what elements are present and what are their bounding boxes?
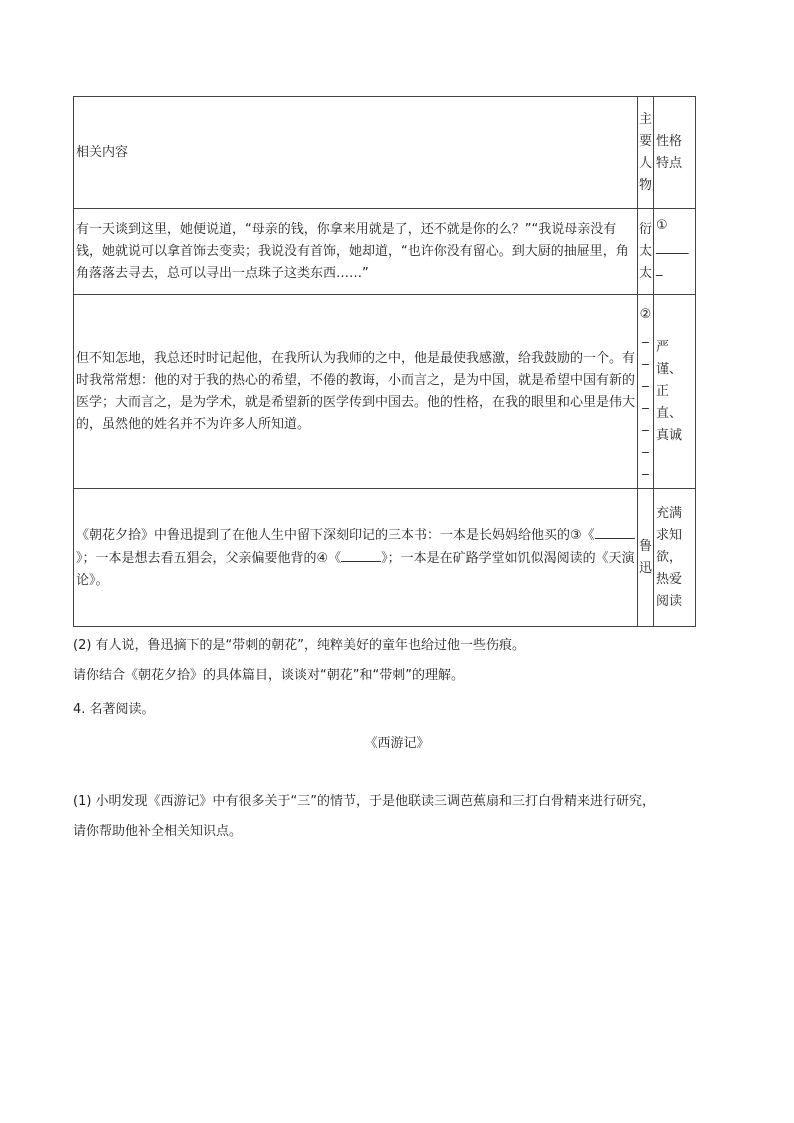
header-content-label: 相关内容	[76, 144, 129, 160]
header-content-cell	[74, 97, 638, 209]
question-2-line-1: (2) 有人说，鲁迅摘下的是“带刺的朝花”，纯粹美好的童年也给过他一些伤痕。	[73, 638, 526, 653]
row3-content-text-b: 》；一本是想去看五猖会，父亲偏要他背的④《	[76, 550, 342, 566]
row2-trait-cell	[654, 295, 696, 489]
row2-content-cell	[74, 295, 638, 489]
row1-trait-blank: _____	[656, 240, 689, 255]
row2-person-blank: _	[642, 460, 649, 476]
table-row	[74, 209, 696, 295]
book-blank-4[interactable]	[341, 547, 381, 562]
header-trait-cell	[654, 97, 696, 209]
row2-person-blank: _	[642, 416, 649, 432]
row1-person-text: 衍太太	[639, 221, 653, 281]
row1-trait-number: ①	[656, 218, 668, 233]
question-4-sub1-line-1: (1) 小明发现《西游记》中有很多关于“三”的情节，于是他联读三调芭蕉扇和三打白骨精来进行研究，	[73, 794, 656, 809]
row2-person-number: ②	[639, 306, 652, 322]
question-4-sub1-line-2: 请你帮助他补全相关知识点。	[73, 824, 243, 839]
row2-trait-text: 严谨、正直、真诚	[656, 339, 683, 443]
question-2-line-2: 请你结合《朝花夕拾》的具体篇目，谈谈对“朝花”和“带刺”的理解。	[73, 668, 464, 683]
header-trait-label: 性格特点	[656, 133, 683, 171]
row3-content-text-c: 》；一本是在矿路学堂如饥似渴阅读的《天演论》。	[76, 550, 635, 588]
table-header-row	[74, 97, 696, 209]
row3-trait-cell	[654, 489, 696, 627]
table-row	[74, 295, 696, 489]
row1-content-cell	[74, 209, 638, 295]
row1-trait-cell	[654, 209, 696, 295]
reading-table	[73, 96, 696, 627]
row2-person-blank: _	[642, 372, 649, 388]
row1-content-text: 有一天谈到这里，她便说道，“母亲的钱，你拿来用就是了，还不就是你的么？”“我说母亲没有钱，她就说可以拿首饰去变卖；我说没有首饰，她却道，“也许你没有留心。到大厨的抽屉里，角角落落去寻去，总可以寻出一点珠子这类东西……”	[76, 221, 629, 281]
row2-person-cell	[638, 295, 654, 489]
row3-person-cell	[638, 489, 654, 627]
question-4-heading: 4. 名著阅读。	[73, 702, 155, 717]
header-person-cell	[638, 97, 654, 209]
row3-person-text: 鲁迅	[639, 538, 653, 576]
row3-content-cell	[74, 489, 638, 627]
table-row	[74, 489, 696, 627]
row2-person-blank: _	[642, 394, 649, 410]
row2-person-blank: _	[642, 350, 649, 366]
book-title: 《西游记》	[364, 736, 430, 751]
row1-person-cell	[638, 209, 654, 295]
row1-trait-blank-tail: _	[656, 262, 663, 277]
row3-trait-text: 充满求知欲，热爱阅读	[656, 505, 683, 609]
row3-content-text-a: 《朝花夕拾》中鲁迅提到了在他人生中留下深刻印记的三本书：一本是长妈妈给他买的③《	[76, 527, 595, 543]
row2-content-text: 但不知怎地，我总还时时记起他，在我所认为我师的之中，他是最使我感激，给我鼓励的一个。有时我常常想：他的对于我的热心的希望，不倦的教诲，小而言之，是为中国，就是希望中国有新的医学；大而言之，是为学术，就是希望新的医学传到中国去。他的性格，在我的眼里和心里是伟大的，虽然他的姓名并不为许多人所知道。	[76, 350, 636, 432]
row2-person-blank: _	[642, 328, 649, 344]
header-person-label: 主要人物	[639, 111, 653, 193]
book-blank-3[interactable]	[595, 524, 635, 539]
row2-person-blank: _	[642, 438, 649, 454]
